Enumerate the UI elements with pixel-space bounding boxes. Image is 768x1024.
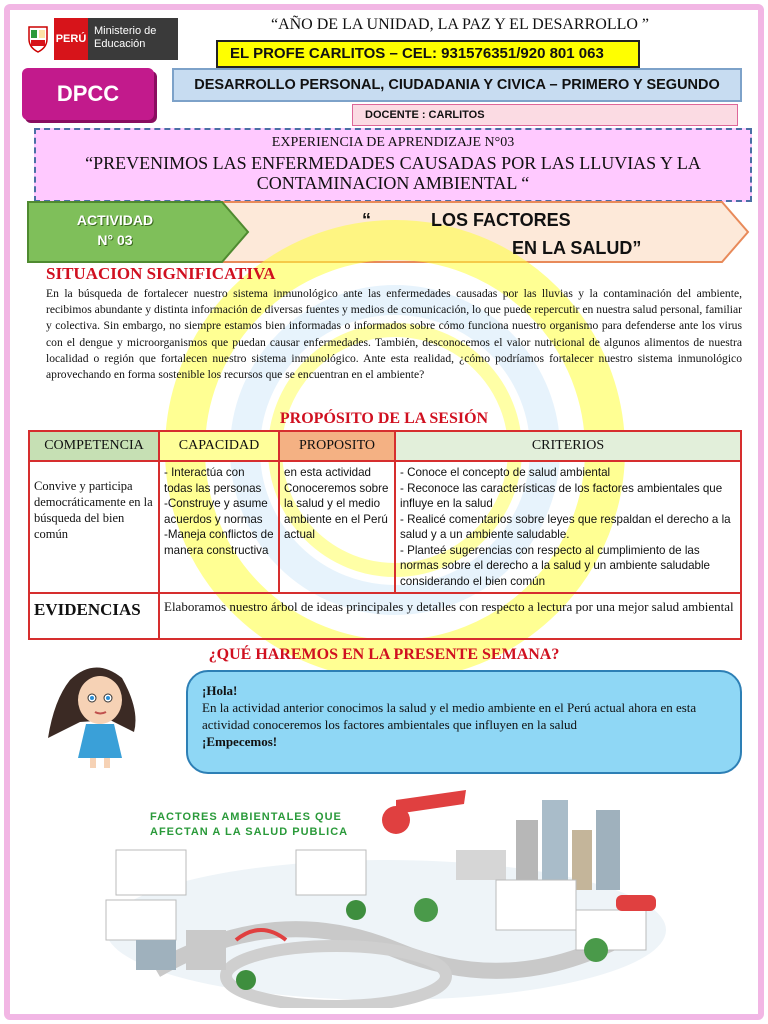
evidencias-row	[29, 593, 741, 639]
bubble-closing: ¡Empecemos!	[202, 734, 278, 749]
header-competencia: COMPETENCIA	[29, 431, 159, 461]
criterios-cell	[395, 461, 741, 593]
semana-heading: ¿QUÉ HAREMOS EN LA PRESENTE SEMANA?	[208, 646, 560, 663]
proposito-table	[28, 430, 742, 640]
peru-shield-icon	[22, 18, 54, 60]
minedu-logo	[22, 18, 178, 60]
list-item: -Construye y asume acuerdos y normas	[164, 497, 268, 526]
proposito-cell: en esta actividad Conoceremos sobre la salud y el medio ambiente en el Perú actual	[279, 461, 395, 593]
docente-label: DOCENTE : CARLITOS	[352, 104, 738, 126]
evidencias-text: Elaboramos nuestro árbol de ideas principales y detalles con respecto a lectura por una mejor salud ambiental	[159, 593, 741, 639]
bubble-greeting: ¡Hola!	[202, 683, 238, 698]
experiencia-title: “PREVENIMOS LAS ENFERMEDADES CAUSADAS POR LAS LLUVIAS Y LA CONTAMINACION AMBIENTAL “	[85, 153, 701, 193]
evidencias-label: EVIDENCIAS	[29, 593, 159, 639]
speech-bubble	[186, 670, 742, 774]
experiencia-number: EXPERIENCIA DE APRENDIZAJE N°03	[271, 135, 515, 150]
logo-ministry: Ministerio de Educación	[88, 18, 178, 60]
list-item: - Planteé sugerencias con respecto al cumplimiento de las normas sobre el derecho a la salud y un ambiente saludable considerando el bien común	[400, 543, 711, 588]
competencia-cell: Convive y participa democráticamente en la búsqueda del bien común	[29, 461, 159, 593]
table-row	[29, 461, 741, 593]
list-item: -Maneja conflictos de manera constructiva	[164, 528, 274, 557]
list-item: - Conoce el concepto de salud ambiental	[400, 466, 611, 479]
girl-character-icon	[40, 660, 150, 770]
capacidad-cell	[159, 461, 279, 593]
actividad-title: “ LOS FACTORES EN LA SALUD”	[362, 210, 642, 258]
list-item: - Interactúa con todas las personas	[164, 466, 262, 495]
dpcc-badge: DPCC	[22, 68, 154, 120]
situacion-heading: SITUACION SIGNIFICATIVA	[46, 264, 276, 283]
year-motto: “AÑO DE LA UNIDAD, LA PAZ Y EL DESARROLLO ”	[270, 16, 650, 33]
profe-contact: EL PROFE CARLITOS – CEL: 931576351/920 801 063	[216, 40, 640, 68]
experiencia-box	[34, 128, 752, 202]
list-item: - Realicé comentarios sobre leyes que respaldan el derecho a la salud y a un ambiente saludable.	[400, 512, 731, 541]
header-criterios: CRITERIOS	[395, 431, 741, 461]
infographic-title: FACTORES AMBIENTALES QUE AFECTAN A LA SALUD PUBLICA	[150, 811, 349, 838]
course-area: DESARROLLO PERSONAL, CIUDADANIA Y CIVICA – PRIMERO Y SEGUNDO	[172, 68, 742, 102]
logo-country: PERÚ	[54, 18, 88, 60]
header-capacidad: CAPACIDAD	[159, 431, 279, 461]
actividad-label: ACTIVIDAD N° 03	[76, 212, 154, 248]
bubble-message: En la actividad anterior conocimos la salud y el medio ambiente en el Perú actual ahora en esta actividad conoceremos los factores ambientales que influyen en la salud	[202, 700, 697, 732]
situacion-text: En la búsqueda de fortalecer nuestro sistema inmunológico ante las enfermedades causadas por las lluvias y la contaminación del ambiente, recibimos abundante y distinta información de diversas fuentes y medios de comunicación, lo que puede repercutir en nuestra salud personal, familiar y colectiva. Sin embargo, no siempre estamos bien informadas o informados sobre cómo funciona nuestro organismo para defenderse ante los virus con el dengue y microorganismos que puedan causar enfermedades. También, desconocemos el valor nutricional de algunos alimentos de nuestra localidad o región que fortalecen nuestro sistema inmunológico. Ante esta realidad, ¿cómo podríamos fortalecer nuestro sistema inmunológico aprovechando en forma sostenible los recursos que se encuentran en el ambiente?	[46, 287, 742, 382]
list-item: - Reconoce las características de los factores ambientales que influye en la salud	[400, 481, 723, 510]
proposito-heading: PROPÓSITO DE LA SESIÓN	[279, 410, 489, 427]
table-header-row	[29, 431, 741, 461]
header-proposito: PROPOSITO	[279, 431, 395, 461]
